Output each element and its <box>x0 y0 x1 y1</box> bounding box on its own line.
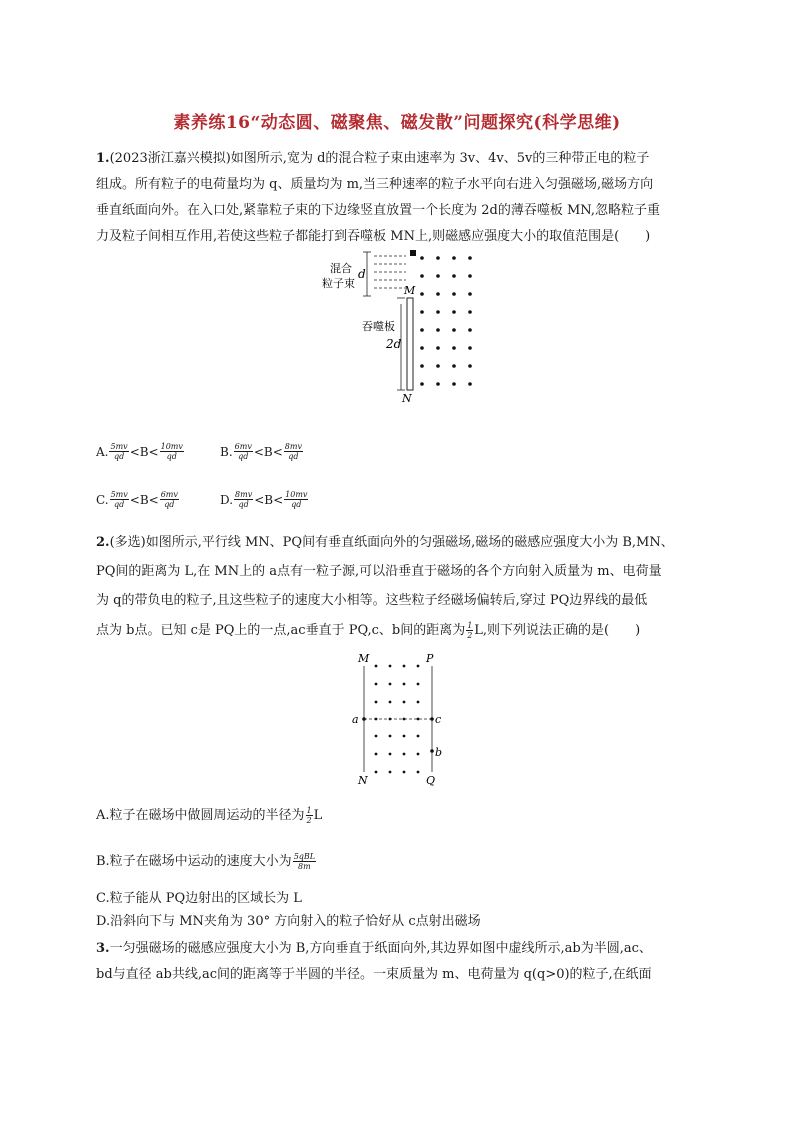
fraction: $\frac{6mv}{qd}$ <box>160 490 178 509</box>
particle-beam-lines <box>374 256 406 288</box>
page-title: 素养练16“动态圆、磁聚焦、磁发散”问题探究(科学思维) <box>173 113 621 133</box>
label-N: N <box>358 774 368 786</box>
q3-line-1: 一匀强磁场的磁感应强度大小为 B,方向垂直于纸面向外,其边界如图中虚线所示,ab为半圆,ac、 <box>109 941 652 956</box>
q2-option-c[interactable]: C.粒子能从 PQ边射出的区域长为 L <box>96 891 302 906</box>
q2-option-d[interactable]: D.沿斜向下与 MN夹角为 30° 方向射入的粒子恰好从 c点射出磁场 <box>96 914 481 929</box>
fraction: $\frac{8mv}{qd}$ <box>235 490 253 509</box>
q2-figure <box>344 648 448 786</box>
fraction: $\frac{5mv}{qd}$ <box>110 442 128 461</box>
q1-figure <box>318 244 478 406</box>
q1-line-1: (2023浙江嘉兴模拟)如图所示,宽为 d的混合粒子束由速率为 3v、4v、5v的三种带正电的粒子 <box>109 151 650 166</box>
label-M: M <box>358 652 370 665</box>
fraction: $\frac{10mv}{qd}$ <box>160 442 183 461</box>
q1-option-c[interactable]: C. $\frac{5mv}{qd}$ <B< $\frac{6mv}{qd}$ <box>96 490 178 509</box>
label-c: c <box>435 713 442 726</box>
q2-line-2: PQ间的距离为 L,在 MN上的 a点有一粒子源,可以沿垂直于磁场的各个方向射入质量为 m、电荷量 <box>96 564 662 579</box>
label-2d: 2d <box>386 337 402 351</box>
q2-line-3: 为 q的带负电的粒子,且这些粒子的速度大小相等。这些粒子经磁场偏转后,穿过 PQ边界线的最低 <box>96 593 648 608</box>
fraction: $\frac{6mv}{qd}$ <box>234 442 252 461</box>
label-P: P <box>426 652 434 665</box>
label-N: N <box>402 392 412 405</box>
question-1-text <box>96 146 700 250</box>
label-b: b <box>435 746 443 759</box>
question-3-text <box>96 936 700 988</box>
absorber-plate <box>407 298 413 390</box>
q1-line-4: 力及粒子间相互作用,若使这些粒子都能打到吞噬板 MN上,则磁感应强度大小的取值范围是( ) <box>96 229 651 244</box>
q2-line-4: 点为 b点。已知 c是 PQ上的一点,ac垂直于 PQ,c、b间的距离为 $\frac{1}{2}$ L,则下列说法正确的是( ) <box>96 621 641 640</box>
label-beam-2: 粒子束 <box>322 277 355 290</box>
label-plate: 吞噬板 <box>362 320 395 333</box>
label-beam-1: 混合 <box>330 262 352 275</box>
question-2-number: 2. <box>96 535 110 550</box>
fraction: $\frac{\text{5qBL}}{8m}$ <box>293 852 316 871</box>
label-d: d <box>358 267 366 281</box>
fraction: $\frac{1}{2}$ <box>467 621 473 640</box>
fraction: $\frac{5mv}{qd}$ <box>110 490 128 509</box>
magnetic-field-dots <box>420 256 472 386</box>
q2-option-a[interactable]: A.粒子在磁场中做圆周运动的半径为 $\frac{1}{2}$ L <box>96 806 323 825</box>
fraction: $\frac{1}{2}$ <box>306 806 312 825</box>
fraction: $\frac{8mv}{qd}$ <box>284 442 302 461</box>
magnetic-field-dots <box>362 665 434 774</box>
q3-line-2: bd与直径 ab共线,ac间的距离等于半圆的半径。一束质量为 m、电荷量为 q(q>0)的粒子,在纸面 <box>96 967 652 982</box>
q1-option-b[interactable]: B. $\frac{6mv}{qd}$ <B< $\frac{8mv}{qd}$ <box>220 442 302 461</box>
q1-line-3: 垂直纸面向外。在入口处,紧靠粒子束的下边缘竖直放置一个长度为 2d的薄吞噬板 MN,忽略粒子重 <box>96 203 660 218</box>
question-2-text <box>96 528 700 615</box>
beam-marker-square <box>410 250 416 256</box>
label-M: M <box>404 284 416 297</box>
label-Q: Q <box>426 774 436 786</box>
q2-option-b[interactable]: B.粒子在磁场中运动的速度大小为 $\frac{\text{5qBL}}{8m}$ <box>96 852 316 871</box>
q1-line-2: 组成。所有粒子的电荷量均为 q、质量均为 m,当三种速率的粒子水平向右进入匀强磁场,磁场方向 <box>96 177 654 192</box>
question-1-number: 1. <box>96 151 110 166</box>
q2-line-1: (多选)如图所示,平行线 MN、PQ间有垂直纸面向外的匀强磁场,磁场的磁感应强度大小为 B,MN、 <box>109 535 674 550</box>
q1-option-d[interactable]: D. $\frac{8mv}{qd}$ <B< $\frac{10mv}{qd}$ <box>220 490 308 509</box>
question-3-number: 3. <box>96 941 110 956</box>
q1-option-a[interactable]: A. $\frac{5mv}{qd}$ <B< $\frac{10mv}{qd}$ <box>96 442 183 461</box>
label-a: a <box>352 713 359 726</box>
fraction: $\frac{10mv}{qd}$ <box>285 490 308 509</box>
